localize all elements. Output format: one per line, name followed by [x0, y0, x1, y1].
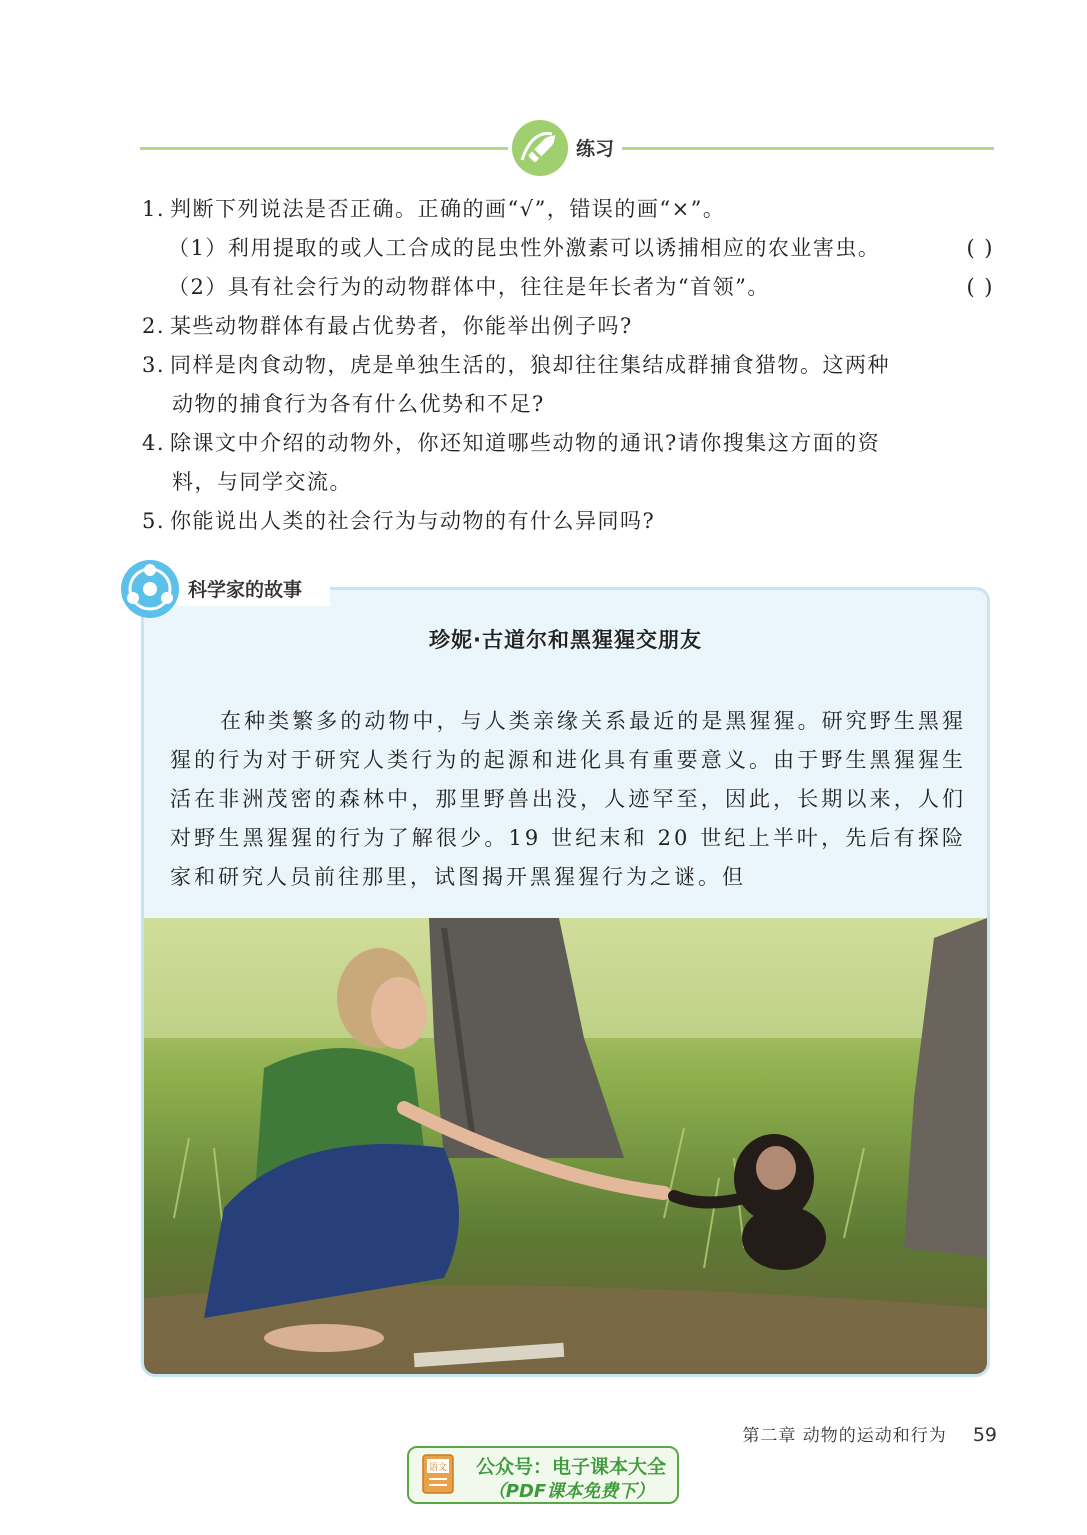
question-text: 你能说出人类的社会行为与动物的有什么异同吗?	[170, 509, 656, 533]
question-number: 2.	[142, 314, 166, 338]
story-paragraph: 在种类繁多的动物中，与人类亲缘关系最近的是黑猩猩。研究野生黑猩猩的行为对于研究人类行为的起源和进化具有重要意义。由于野生黑猩猩生活在非洲茂密的森林中，那里野兽出没，人迹罕至，因此，长期以来，人们对野生黑猩猩的行为了解很少。19 世纪末和 20 世纪上半叶，先后有探险家和研究人员前往那里，试图揭开黑猩猩行为之谜。但	[170, 709, 966, 889]
watermark-badge	[407, 1446, 679, 1504]
exercise-title: 练习	[576, 138, 615, 160]
header-rule-right	[622, 147, 994, 150]
sub-question-text: （2）具有社会行为的动物群体中，往往是年长者为“首领”。	[168, 275, 770, 299]
story-photo	[144, 918, 987, 1374]
badge-line-2: （PDF课本免费下）	[487, 1481, 655, 1502]
question-text: 某些动物群体有最占优势者，你能举出例子吗?	[170, 314, 633, 338]
story-header-rule	[330, 587, 976, 590]
question-text: 判断下列说法是否正确。正确的画“√”，错误的画“×”。	[170, 197, 726, 221]
question-1-sub-2	[142, 268, 994, 307]
question-text: 除课文中介绍的动物外，你还知道哪些动物的通讯?请你搜集这方面的资	[170, 431, 881, 455]
question-3	[142, 346, 994, 385]
chapter-title: 第二章 动物的运动和行为	[742, 1426, 947, 1446]
answer-blank[interactable]: ( )	[966, 275, 994, 299]
question-number: 5.	[142, 509, 166, 533]
question-number: 4.	[142, 431, 166, 455]
book-icon	[419, 1453, 459, 1499]
badge-line-1: 公众号：电子课本大全	[475, 1456, 666, 1478]
question-2	[142, 307, 994, 346]
question-3-continued: 动物的捕食行为各有什么优势和不足?	[172, 392, 545, 416]
book-icon-label: 语文	[428, 1463, 448, 1473]
question-4-continued: 料，与同学交流。	[172, 470, 352, 494]
page-number: 59	[972, 1424, 997, 1446]
exercise-header	[140, 118, 994, 178]
header-rule-left	[140, 147, 508, 150]
page-footer	[742, 1421, 997, 1446]
story-title: 珍妮·古道尔和黑猩猩交朋友	[429, 628, 702, 652]
question-1	[142, 190, 994, 229]
question-number: 3.	[142, 353, 166, 377]
question-5	[142, 502, 994, 541]
story-section-label: 科学家的故事	[188, 579, 303, 601]
answer-blank[interactable]: ( )	[966, 236, 994, 260]
question-number: 1.	[142, 197, 166, 221]
question-text: 同样是肉食动物，虎是单独生活的，狼却往往集结成群捕食猎物。这两种	[170, 353, 890, 377]
sub-question-text: （1）利用提取的或人工合成的昆虫性外激素可以诱捕相应的农业害虫。	[168, 236, 881, 260]
exercise-questions	[142, 190, 994, 541]
scientist-story-box	[141, 587, 990, 1377]
question-4	[142, 424, 994, 463]
scientist-people-icon	[121, 560, 179, 618]
question-1-sub-1	[142, 229, 994, 268]
pencil-icon	[512, 120, 568, 176]
